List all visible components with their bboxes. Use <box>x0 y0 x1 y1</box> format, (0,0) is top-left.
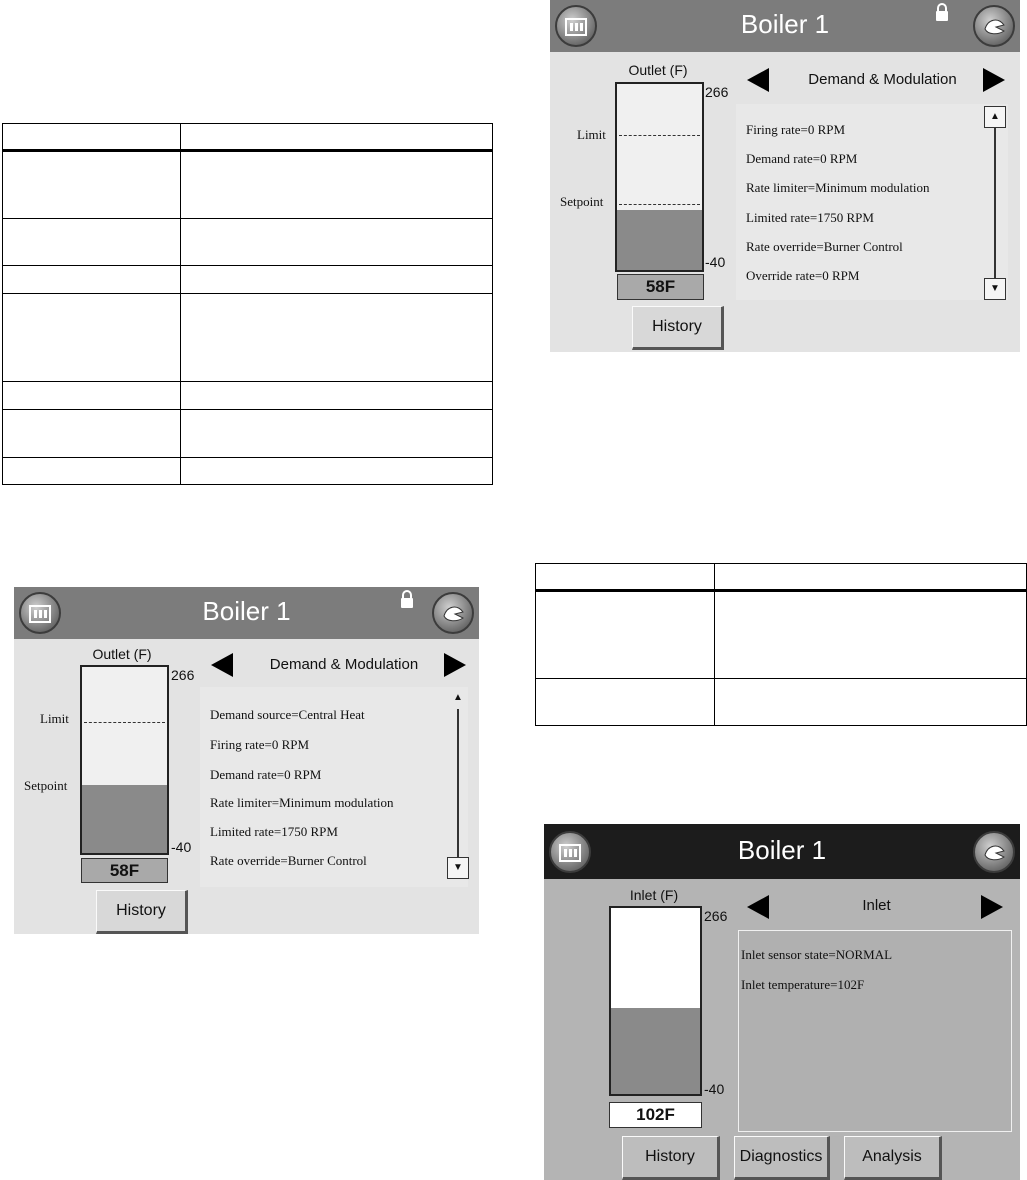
scale-max: 266 <box>171 667 195 683</box>
prev-page-arrow[interactable] <box>211 653 233 677</box>
boiler-screen-2 <box>550 0 1020 352</box>
page-title: Inlet <box>862 897 891 914</box>
temperature-readout: 58F <box>617 274 704 300</box>
inlet-gauge <box>609 906 702 1096</box>
status-line: Override rate=0 RPM <box>746 268 860 283</box>
analysis-button[interactable]: Analysis <box>844 1136 942 1180</box>
outlet-gauge <box>80 665 169 855</box>
limit-label: Limit <box>577 127 606 142</box>
history-button[interactable]: History <box>622 1136 720 1180</box>
temperature-readout: 58F <box>81 858 168 883</box>
status-panel <box>200 687 468 887</box>
screen-title: Boiler 1 <box>740 9 830 39</box>
title-bar <box>550 0 1020 52</box>
scale-min: -40 <box>704 1081 725 1097</box>
title-bar <box>544 824 1020 879</box>
limit-line <box>619 135 700 136</box>
gauge-label: Outlet (F) <box>92 646 152 662</box>
scrollbar[interactable] <box>984 106 1006 300</box>
gauge-label: Outlet (F) <box>628 62 688 78</box>
status-line: Rate limiter=Minimum modulation <box>210 795 394 810</box>
status-line: Demand rate=0 RPM <box>746 151 858 166</box>
scroll-up-button[interactable]: ▲ <box>984 106 1006 128</box>
lock-icon <box>399 589 415 609</box>
limit-line <box>84 722 165 723</box>
status-line: Firing rate=0 RPM <box>210 737 310 752</box>
history-button[interactable]: History <box>96 890 188 934</box>
screen-title: Boiler 1 <box>737 835 827 865</box>
status-line: Rate limiter=Minimum modulation <box>746 180 930 195</box>
setpoint-label: Setpoint <box>24 778 68 793</box>
scale-min: -40 <box>705 254 726 270</box>
scroll-down-button[interactable]: ▼ <box>447 857 469 879</box>
setpoint-label: Setpoint <box>560 194 604 209</box>
scroll-down-button[interactable]: ▼ <box>984 278 1006 300</box>
status-line: Demand source=Central Heat <box>210 707 365 722</box>
scroll-track[interactable] <box>994 128 996 278</box>
diagnostics-button[interactable]: Diagnostics <box>734 1136 830 1180</box>
next-page-arrow[interactable] <box>444 653 466 677</box>
gauge-fill <box>82 785 167 853</box>
history-button[interactable]: History <box>632 306 724 350</box>
scale-max: 266 <box>705 84 729 100</box>
boiler-screen-1 <box>14 587 479 934</box>
status-line: Inlet temperature=102F <box>741 977 865 992</box>
page-title: Demand & Modulation <box>808 71 957 88</box>
back-arrow-icon <box>441 602 467 624</box>
status-panel <box>736 104 1008 300</box>
back-button[interactable] <box>973 5 1015 47</box>
status-line: Rate override=Burner Control <box>746 239 903 254</box>
status-line: Demand rate=0 RPM <box>210 767 322 782</box>
status-line: Limited rate=1750 RPM <box>746 210 874 225</box>
scroll-track[interactable] <box>457 709 459 857</box>
title-bar <box>14 587 479 639</box>
reference-table-1 <box>2 123 493 485</box>
status-line: Firing rate=0 RPM <box>746 122 846 137</box>
boiler-screen-3 <box>544 824 1020 1180</box>
next-page-arrow[interactable] <box>983 68 1005 92</box>
setpoint-line <box>619 204 700 205</box>
prev-page-arrow[interactable] <box>747 895 769 919</box>
status-line: Inlet sensor state=NORMAL <box>741 947 893 962</box>
prev-page-arrow[interactable] <box>747 68 769 92</box>
reference-table-2 <box>535 563 1027 726</box>
back-button[interactable] <box>432 592 474 634</box>
outlet-gauge <box>615 82 704 272</box>
gauge-fill <box>617 210 702 270</box>
lock-icon <box>934 2 950 22</box>
limit-label: Limit <box>40 711 69 726</box>
screen-title: Boiler 1 <box>202 596 291 626</box>
back-arrow-icon <box>982 841 1008 863</box>
scrollbar[interactable] <box>447 687 469 879</box>
status-panel <box>738 930 1012 1132</box>
scroll-up-button[interactable]: ▲ <box>453 692 463 703</box>
temperature-readout: 102F <box>609 1102 702 1128</box>
status-line: Limited rate=1750 RPM <box>210 824 338 839</box>
status-line: Rate override=Burner Control <box>210 853 367 868</box>
scale-min: -40 <box>171 839 192 855</box>
page-title: Demand & Modulation <box>269 656 419 673</box>
gauge-fill <box>611 1008 700 1094</box>
back-arrow-icon <box>982 15 1008 37</box>
gauge-label: Inlet (F) <box>629 887 679 903</box>
next-page-arrow[interactable] <box>981 895 1003 919</box>
back-button[interactable] <box>973 831 1015 873</box>
scale-max: 266 <box>704 908 728 924</box>
